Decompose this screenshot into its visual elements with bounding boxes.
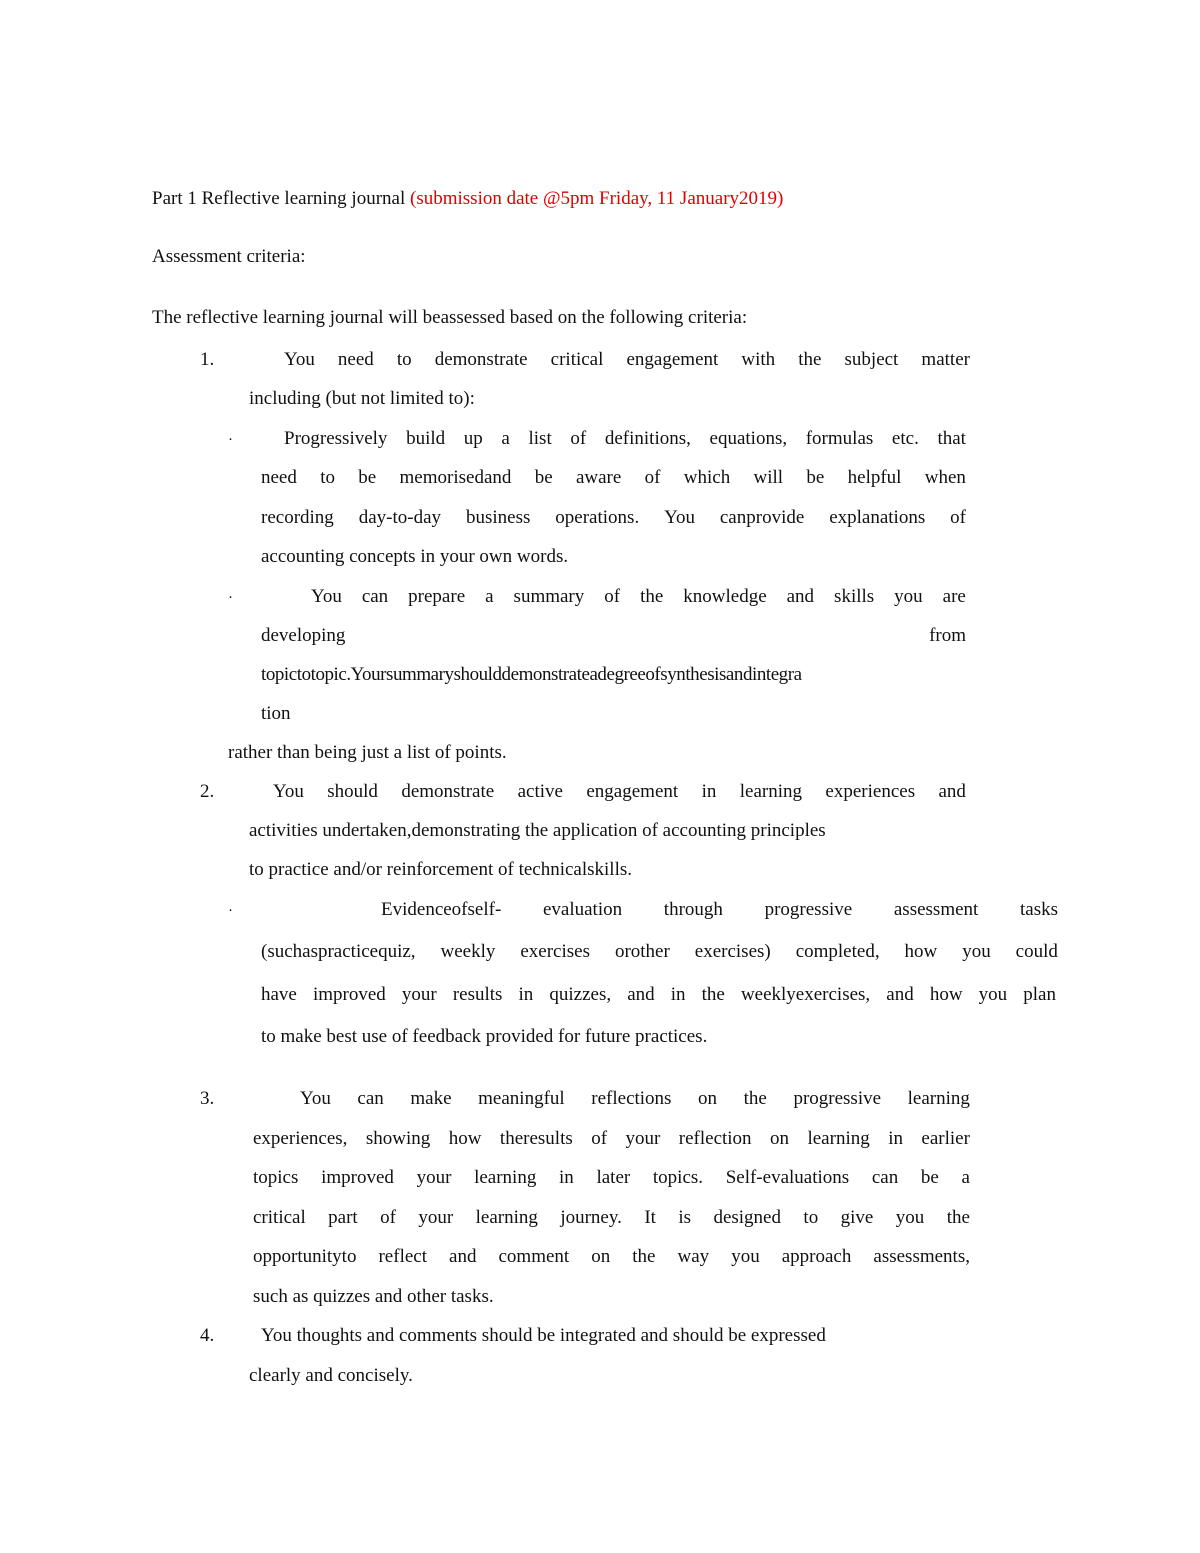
item-1-bullet-2-line-2: developing from <box>261 625 966 646</box>
page-heading <box>152 187 783 211</box>
item-1-bullet-1-line-3: recording day-to-day business operations. You canprovide explanations of <box>261 507 966 528</box>
item-1-bullet-1-line-1: Progressively build up a list of definitions, equations, formulas etc. that <box>284 428 966 449</box>
item-4-number: 4. <box>200 1325 215 1346</box>
item-2-line-1: You should demonstrate active engagement in learning experiences and <box>273 781 966 802</box>
submission-date: (submission date @5pm Friday, 11 January2019) <box>410 188 784 209</box>
assessment-label: Assessment criteria: <box>152 246 306 267</box>
item-2-bullet-1-line-4: to make best use of feedback provided for future practices. <box>261 1026 708 1047</box>
item-1-bullet-1-line-2: need to be memorisedand be aware of which will be helpful when <box>261 467 966 488</box>
item-2-line-3: to practice and/or reinforcement of technicalskills. <box>249 859 633 880</box>
item-3-line-4: critical part of your learning journey. It is designed to give you the <box>253 1207 970 1228</box>
heading-title: Part 1 Reflective learning journal <box>152 188 410 209</box>
item-2-number: 2. <box>200 781 215 802</box>
item-3-line-3: topics improved your learning in later topics. Self-evaluations can be a <box>253 1167 970 1188</box>
item-1-tail: rather than being just a list of points. <box>228 742 507 763</box>
item-1-bullet-2-line-1: You can prepare a summary of the knowledge and skills you are <box>311 586 966 607</box>
item-1-bullet-2-marker: · <box>228 590 233 606</box>
item-2-line-2: activities undertaken,demonstrating the application of accounting principles <box>249 820 826 841</box>
item-3-line-6: such as quizzes and other tasks. <box>253 1286 494 1307</box>
item-1-bullet-2-line-3: topictotopic.Yoursummaryshoulddemonstrateadegreeofsynthesisandintegra <box>261 664 802 685</box>
item-1-line-1: You need to demonstrate critical engagement with the subject matter <box>284 349 970 370</box>
item-3-line-1: You can make meaningful reflections on the progressive learning <box>300 1088 970 1109</box>
item-4-line-2: clearly and concisely. <box>249 1365 413 1386</box>
item-1-bullet-1-marker: · <box>228 432 233 448</box>
item-3-number: 3. <box>200 1088 215 1109</box>
item-2-bullet-1-marker: · <box>228 903 233 919</box>
item-2-bullet-1-line-1: Evidenceofself- evaluation through progressive assessment tasks <box>381 899 1058 920</box>
item-1-bullet-2-line-4: tion <box>261 703 291 724</box>
item-3-line-2: experiences, showing how theresults of your reflection on learning in earlier <box>253 1128 970 1149</box>
item-3-line-5: opportunityto reflect and comment on the way you approach assessments, <box>253 1246 970 1267</box>
item-1-bullet-1-line-4: accounting concepts in your own words. <box>261 546 569 567</box>
item-2-bullet-1-line-2: (suchaspracticequiz, weekly exercises orother exercises) completed, how you could <box>261 941 1058 962</box>
item-1-line-2: including (but not limited to): <box>249 388 475 409</box>
item-2-bullet-1-line-3: have improved your results in quizzes, and in the weeklyexercises, and how you plan <box>261 984 1056 1005</box>
item-4-line-1: You thoughts and comments should be integrated and should be expressed <box>261 1325 826 1346</box>
item-1-number: 1. <box>200 349 215 370</box>
intro-text: The reflective learning journal will beassessed based on the following criteria: <box>152 307 748 328</box>
